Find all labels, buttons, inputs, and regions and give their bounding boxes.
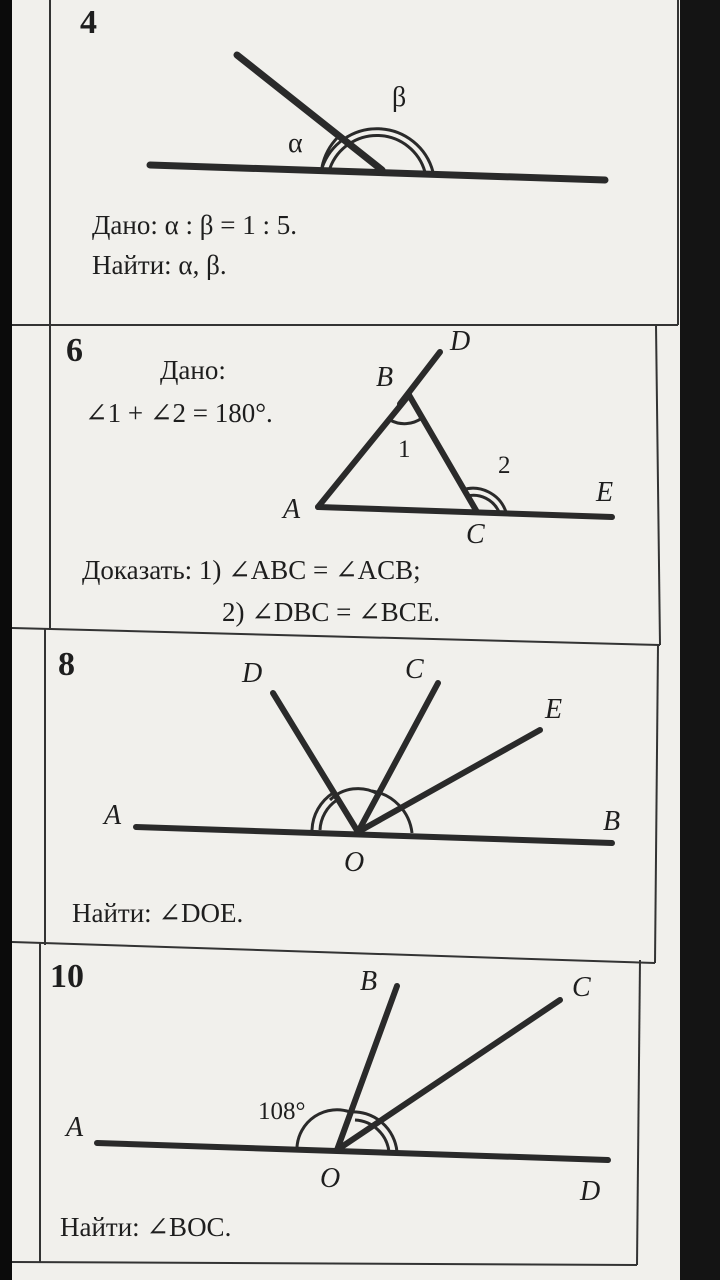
angle-label-2: 2	[498, 452, 511, 479]
point-label-c: C	[466, 519, 485, 550]
point-label-a: A	[66, 1112, 84, 1143]
problem-number: 6	[66, 332, 83, 369]
point-label-c: C	[405, 654, 424, 685]
prove-text-2: 2) ∠DBC = ∠BCE.	[222, 597, 440, 627]
point-label-o: O	[320, 1163, 341, 1194]
diagram-problem-8	[136, 683, 612, 843]
find-text: Найти: ∠DOE.	[72, 898, 244, 928]
point-label-e: E	[545, 694, 563, 725]
angle-label-beta: β	[392, 82, 407, 113]
angle-value-label: 108°	[258, 1098, 306, 1125]
point-label-b: B	[603, 806, 621, 837]
point-label-o: O	[344, 847, 365, 878]
point-label-b: B	[360, 966, 378, 997]
point-label-e: E	[596, 477, 614, 508]
prove-text-1: Доказать: 1) ∠ABC = ∠ACB;	[82, 555, 421, 585]
given-label: Дано:	[160, 355, 226, 385]
point-label-b: B	[376, 362, 394, 393]
point-label-d: D	[242, 658, 263, 689]
problem-number: 4	[80, 4, 97, 41]
diagram-problem-10	[97, 986, 608, 1160]
find-text: Найти: ∠BOC.	[60, 1212, 232, 1242]
problem-number: 10	[50, 958, 84, 995]
given-text: ∠1 + ∠2 = 180°.	[85, 398, 273, 428]
angle-label-1: 1	[398, 436, 411, 463]
point-label-a: A	[104, 800, 122, 831]
point-label-a: A	[283, 494, 301, 525]
point-label-c: C	[572, 972, 591, 1003]
given-text: Дано: α : β = 1 : 5.	[92, 210, 297, 240]
point-label-d: D	[450, 326, 471, 357]
point-label-d: D	[580, 1176, 601, 1207]
diagram-problem-4	[150, 55, 605, 180]
find-text: Найти: α, β.	[92, 250, 227, 280]
angle-label-alpha: α	[288, 128, 303, 159]
problem-number: 8	[58, 646, 75, 683]
diagram-problem-6	[318, 352, 612, 517]
